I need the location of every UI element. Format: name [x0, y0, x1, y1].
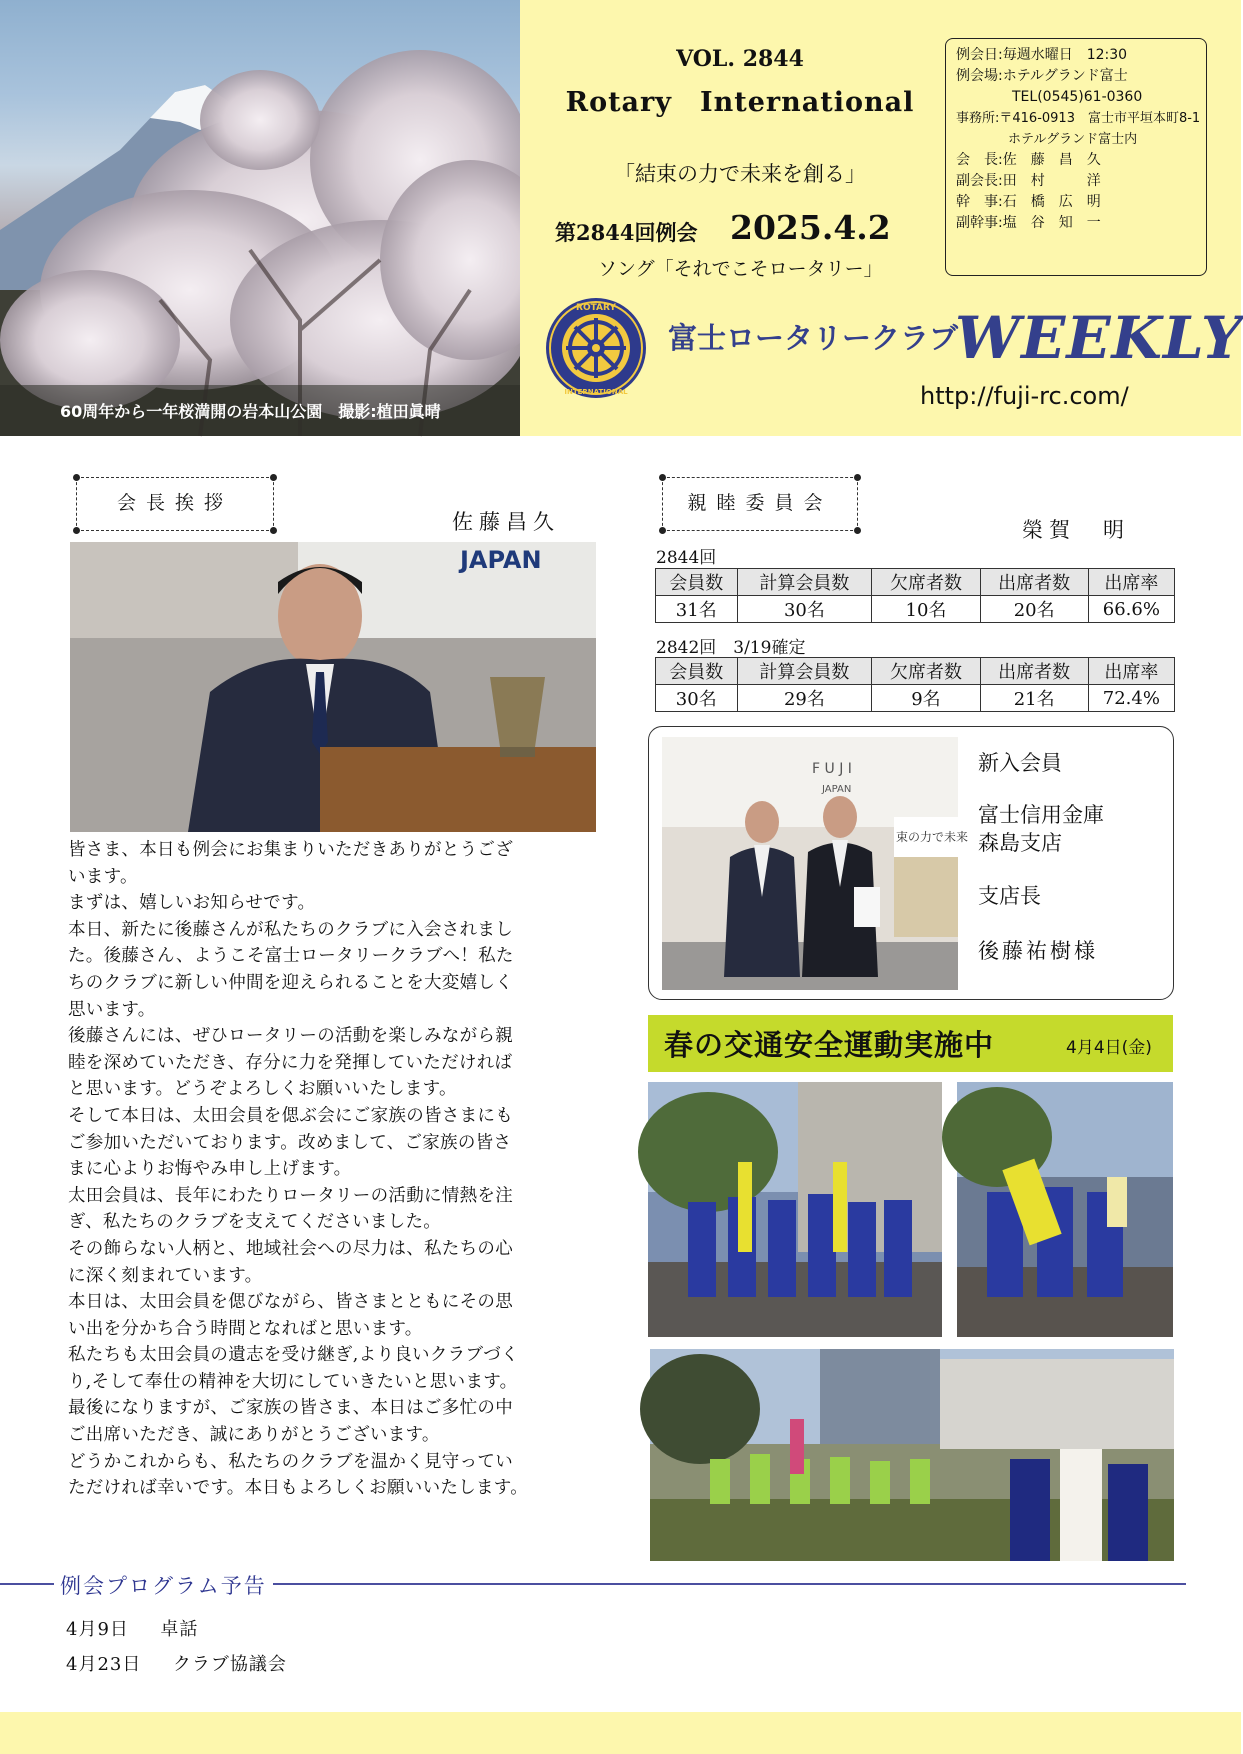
logo-text-top: ROTARY	[576, 303, 616, 313]
logo-text-bottom: INTERNATIONAL	[564, 388, 628, 396]
table-cell: 72.4%	[1088, 685, 1174, 712]
photo-caption: 60周年から一年桜満開の岩本山公園 撮影:植田眞晴	[60, 402, 441, 421]
table-cell: 10名	[872, 596, 980, 623]
table-cell: 30名	[737, 596, 872, 623]
greeting-line: ご出席いただき、誠にありがとうございます。	[68, 1425, 440, 1446]
footer-strip	[0, 1712, 1241, 1754]
greeting-line: ぎ、私たちのクラブを支えてくださいました。	[68, 1212, 442, 1233]
attendance-label-2844: 2844回	[656, 548, 717, 568]
club-url[interactable]: http://fuji-rc.com/	[920, 382, 1129, 410]
table-cell: 29名	[737, 685, 872, 712]
president-speech-photo	[70, 542, 596, 832]
col-header: 出席者数	[980, 569, 1088, 596]
new-member-branch: 森島支店	[978, 831, 1062, 855]
program-event: クラブ協議会	[172, 1654, 287, 1675]
program-date: 4月23日	[66, 1654, 142, 1675]
greeting-heading-tag	[76, 477, 274, 531]
rotary-wheel-logo	[544, 296, 648, 400]
info-line: 副会長:田 村 洋	[956, 173, 1101, 189]
greeting-line: その飾らない人柄と、地域社会への尽力は、私たちの心	[68, 1238, 513, 1259]
traffic-photo-3	[650, 1349, 1174, 1561]
program-date: 4月9日	[66, 1619, 129, 1640]
info-line: 例会日:毎週水曜日 12:30	[956, 47, 1128, 63]
greeting-line: い出を分かち合う時間となればと思います。	[68, 1318, 423, 1339]
greeting-author: 佐藤昌久	[452, 510, 560, 534]
info-line: 事務所:〒416-0913 富士市平垣本町8-1	[956, 111, 1201, 126]
greeting-line: どうかこれからも、私たちのクラブを温かく見守ってい	[68, 1451, 513, 1472]
greeting-line: ただければ幸いです。本日もよろしくお願いいたします。	[68, 1478, 528, 1499]
table-cell: 31名	[656, 596, 738, 623]
attendance-table-2842	[655, 657, 1175, 712]
attendance-table-2844	[655, 568, 1175, 623]
info-line: 副幹事:塩 谷 知 一	[956, 215, 1101, 231]
fellowship-heading-tag	[662, 477, 858, 531]
greeting-line: 本日、新たに後藤さんが私たちのクラブに入会されまし	[68, 919, 513, 940]
col-header: 欠席者数	[872, 569, 980, 596]
new-member-photo	[662, 737, 969, 990]
col-header: 計算会員数	[737, 658, 872, 685]
new-member-name: 後藤祐樹様	[978, 939, 1098, 963]
table-cell: 20名	[980, 596, 1088, 623]
info-line: ホテルグランド富士内	[956, 132, 1138, 147]
meeting-number: 第2844回例会	[555, 220, 698, 245]
program-event: 卓話	[160, 1619, 199, 1640]
club-info-box	[945, 38, 1207, 276]
col-header: 計算会員数	[737, 569, 872, 596]
greeting-line: り,そして奉仕の精神を大切にしていきたいと思います。	[68, 1371, 518, 1392]
new-member-company: 富士信用金庫	[978, 803, 1104, 827]
greeting-line: ちのクラブに新しい仲間を迎えられることを大変嬉しく	[68, 972, 513, 993]
info-line: 例会場:ホテルグランド富士	[956, 68, 1128, 84]
photo-text-fuji: F U J I	[812, 761, 852, 777]
traffic-safety-title: 春の交通安全運動実施中	[664, 1028, 995, 1062]
new-member-label: 新入会員	[978, 751, 1062, 775]
greeting-line: た。後藤さん、ようこそ富士ロータリークラブへ！私た	[68, 946, 514, 967]
table-cell: 66.6%	[1088, 596, 1174, 623]
traffic-photo-1	[648, 1082, 942, 1337]
traffic-safety-date: 4月4日(金)	[1066, 1038, 1152, 1058]
info-line: 会 長:佐 藤 昌 久	[956, 152, 1101, 168]
club-motto: 「結束の力で未来を創る」	[614, 162, 866, 186]
greeting-line: まずは、嬉しいお知らせです。	[68, 893, 316, 914]
table-cell: 30名	[656, 685, 738, 712]
greeting-line: 思います。	[68, 999, 156, 1020]
volume-number: VOL. 2844	[676, 46, 804, 72]
photo-text-banner: 束の力で未来	[896, 830, 969, 844]
greeting-line: 最後になりますが、ご家族の皆さま、本日はご多忙の中	[68, 1398, 513, 1419]
table-cell: 9名	[872, 685, 980, 712]
greeting-line: に深く刻まれています。	[68, 1265, 263, 1286]
program-item	[66, 1615, 198, 1641]
organization-name: Rotary International	[565, 87, 915, 118]
greeting-line: と思います。どうぞよろしくお願いいたします。	[68, 1079, 457, 1100]
greeting-line: 本日は、太田会員を偲びながら、皆さまとともにその思	[68, 1292, 513, 1313]
greeting-line: います。	[68, 866, 138, 887]
greeting-line: 皆さま、本日も例会にお集まりいただきありがとうござ	[68, 840, 513, 860]
col-header: 出席率	[1088, 658, 1174, 685]
new-member-position: 支店長	[978, 884, 1041, 908]
col-header: 会員数	[656, 569, 738, 596]
table-cell: 21名	[980, 685, 1088, 712]
program-item	[66, 1650, 287, 1676]
col-header: 会員数	[656, 658, 738, 685]
col-header: 出席者数	[980, 658, 1088, 685]
greeting-line: 後藤さんには、ぜひロータリーの活動を楽しみながら親	[68, 1026, 513, 1047]
attendance-label-2842: 2842回 3/19確定	[656, 638, 806, 658]
greeting-line: 私たちも太田会員の遺志を受け継ぎ,より良いクラブづく	[68, 1345, 519, 1366]
info-line: TEL(0545)61-0360	[956, 89, 1143, 105]
fellowship-author: 榮賀 明	[1022, 518, 1130, 542]
club-name: 富士ロータリークラブ	[668, 321, 959, 355]
weekly-title: WEEKLY	[955, 304, 1243, 372]
greeting-line: ご参加いただいております。改めまして、ご家族の皆さ	[68, 1132, 512, 1153]
photo-text-japan: JAPAN	[822, 784, 852, 795]
greeting-text	[68, 837, 598, 1502]
col-header: 出席率	[1088, 569, 1174, 596]
fellowship-heading: 親睦委員会	[687, 492, 833, 514]
header-photo-cherry-blossoms-fuji	[0, 0, 520, 436]
greeting-heading: 会長挨拶	[116, 492, 233, 514]
meeting-song: ソング「それでこそロータリー」	[598, 258, 883, 280]
photo-banner-text: JAPAN	[460, 546, 542, 574]
greeting-line: まに心よりお悔やみ申し上げます。	[68, 1159, 352, 1180]
greeting-line: そして本日は、太田会員を偲ぶ会にご家族の皆さまにも	[68, 1105, 513, 1126]
meeting-date: 2025.4.2	[730, 208, 891, 247]
greeting-line: 睦を深めていただき、存分に力を発揮していただければ	[68, 1052, 513, 1073]
greeting-line: 太田会員は、長年にわたりロータリーの活動に情熱を注	[68, 1185, 513, 1206]
traffic-photo-2	[957, 1082, 1173, 1337]
col-header: 欠席者数	[872, 658, 980, 685]
info-line: 幹 事:石 橋 広 明	[956, 194, 1101, 210]
program-title: 例会プログラム予告	[54, 1570, 273, 1600]
